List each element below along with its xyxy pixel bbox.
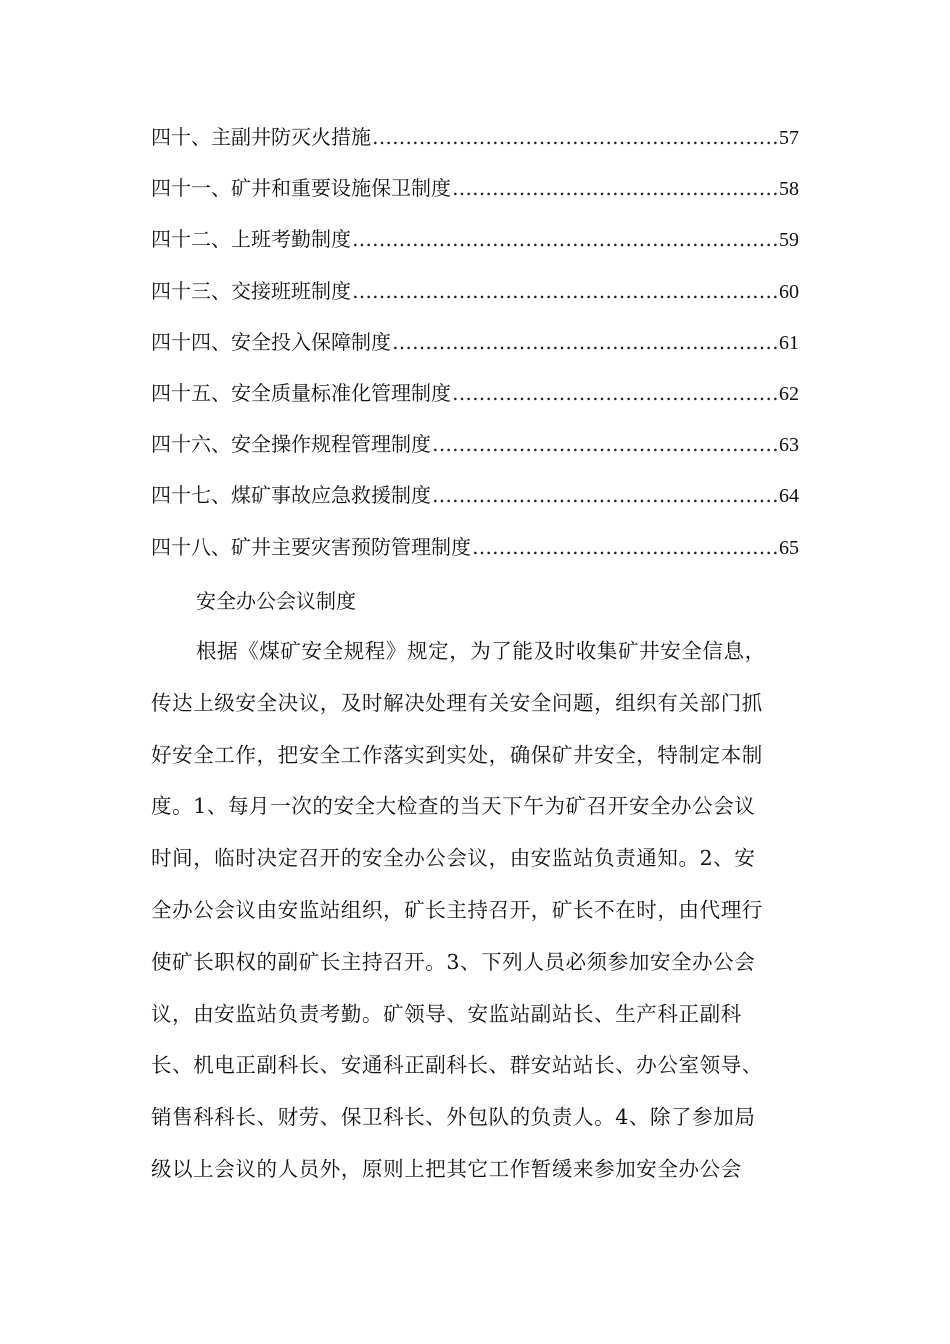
section-body <box>151 630 799 1200</box>
toc-entry[interactable] <box>151 118 799 169</box>
body-line: 时间，临时决定召开的安全办公会议，由安监站负责通知。2、安 <box>151 846 756 871</box>
toc-entry-page: 64 <box>779 485 799 508</box>
toc-dot-leader <box>432 476 778 514</box>
toc-entry-title: 四十七、煤矿事故应急救援制度 <box>151 483 431 508</box>
toc-entry-title: 四十二、上班考勤制度 <box>151 227 351 252</box>
toc-dot-leader <box>472 528 778 566</box>
toc-entry-title: 四十六、安全操作规程管理制度 <box>151 432 431 457</box>
toc-entry-title: 四十四、安全投入保障制度 <box>151 329 391 354</box>
body-line: 根据《煤矿安全规程》规定，为了能及时收集矿井安全信息， <box>196 639 766 663</box>
toc-dot-leader <box>452 169 778 207</box>
toc-entry-page: 60 <box>779 280 799 303</box>
body-line: 度。1、每月一次的安全大检查的当天下午为矿召开安全办公会议 <box>151 794 756 819</box>
toc-entry-page: 57 <box>779 127 799 149</box>
body-line: 长、机电正副科长、安通科正副科长、群安站站长、办公室领导、 <box>151 1053 763 1078</box>
toc-entry-page: 58 <box>779 178 799 201</box>
table-of-contents <box>151 118 799 579</box>
body-line: 销售科科长、财劳、保卫科长、外包队的负责人。4、除了参加局 <box>151 1105 756 1130</box>
toc-entry[interactable] <box>151 528 799 579</box>
toc-dot-leader <box>352 272 778 310</box>
toc-entry[interactable] <box>151 220 799 271</box>
toc-entry-title: 四十五、安全质量标准化管理制度 <box>151 380 451 405</box>
toc-entry-page: 63 <box>779 434 799 457</box>
body-line: 级以上会议的人员外，原则上把其它工作暂缓来参加安全办公会 <box>151 1156 742 1181</box>
toc-entry-page: 61 <box>779 331 799 354</box>
body-line: 使矿长职权的副矿长主持召开。3、下列人员必须参加安全办公会 <box>151 949 756 974</box>
toc-entry-title: 四十、主副井防灭火措施 <box>151 125 371 149</box>
toc-dot-leader <box>352 220 778 258</box>
toc-entry-page: 65 <box>779 536 799 559</box>
body-line: 议，由安监站负责考勤。矿领导、安监站副站长、生产科正副科 <box>151 1001 742 1026</box>
toc-dot-leader <box>372 118 778 156</box>
toc-entry-title: 四十一、矿井和重要设施保卫制度 <box>151 176 451 201</box>
section-heading: 安全办公会议制度 <box>196 589 356 613</box>
toc-entry[interactable] <box>151 323 799 374</box>
toc-entry[interactable] <box>151 425 799 476</box>
toc-entry-title: 四十八、矿井主要灾害预防管理制度 <box>151 534 471 559</box>
toc-entry[interactable] <box>151 476 799 527</box>
toc-entry-page: 62 <box>779 382 799 405</box>
toc-entry-page: 59 <box>779 229 799 252</box>
body-line: 全办公会议由安监站组织，矿长主持召开，矿长不在时，由代理行 <box>151 897 763 922</box>
toc-dot-leader <box>392 323 778 361</box>
toc-entry[interactable] <box>151 169 799 220</box>
toc-entry-title: 四十三、交接班班制度 <box>151 278 351 303</box>
toc-dot-leader <box>432 425 778 463</box>
toc-entry[interactable] <box>151 374 799 425</box>
body-line: 好安全工作，把安全工作落实到实处，确保矿井安全，特制定本制 <box>151 742 763 767</box>
toc-dot-leader <box>452 374 778 412</box>
toc-entry[interactable] <box>151 272 799 323</box>
body-line: 传达上级安全决议，及时解决处理有关安全问题，组织有关部门抓 <box>151 690 763 715</box>
